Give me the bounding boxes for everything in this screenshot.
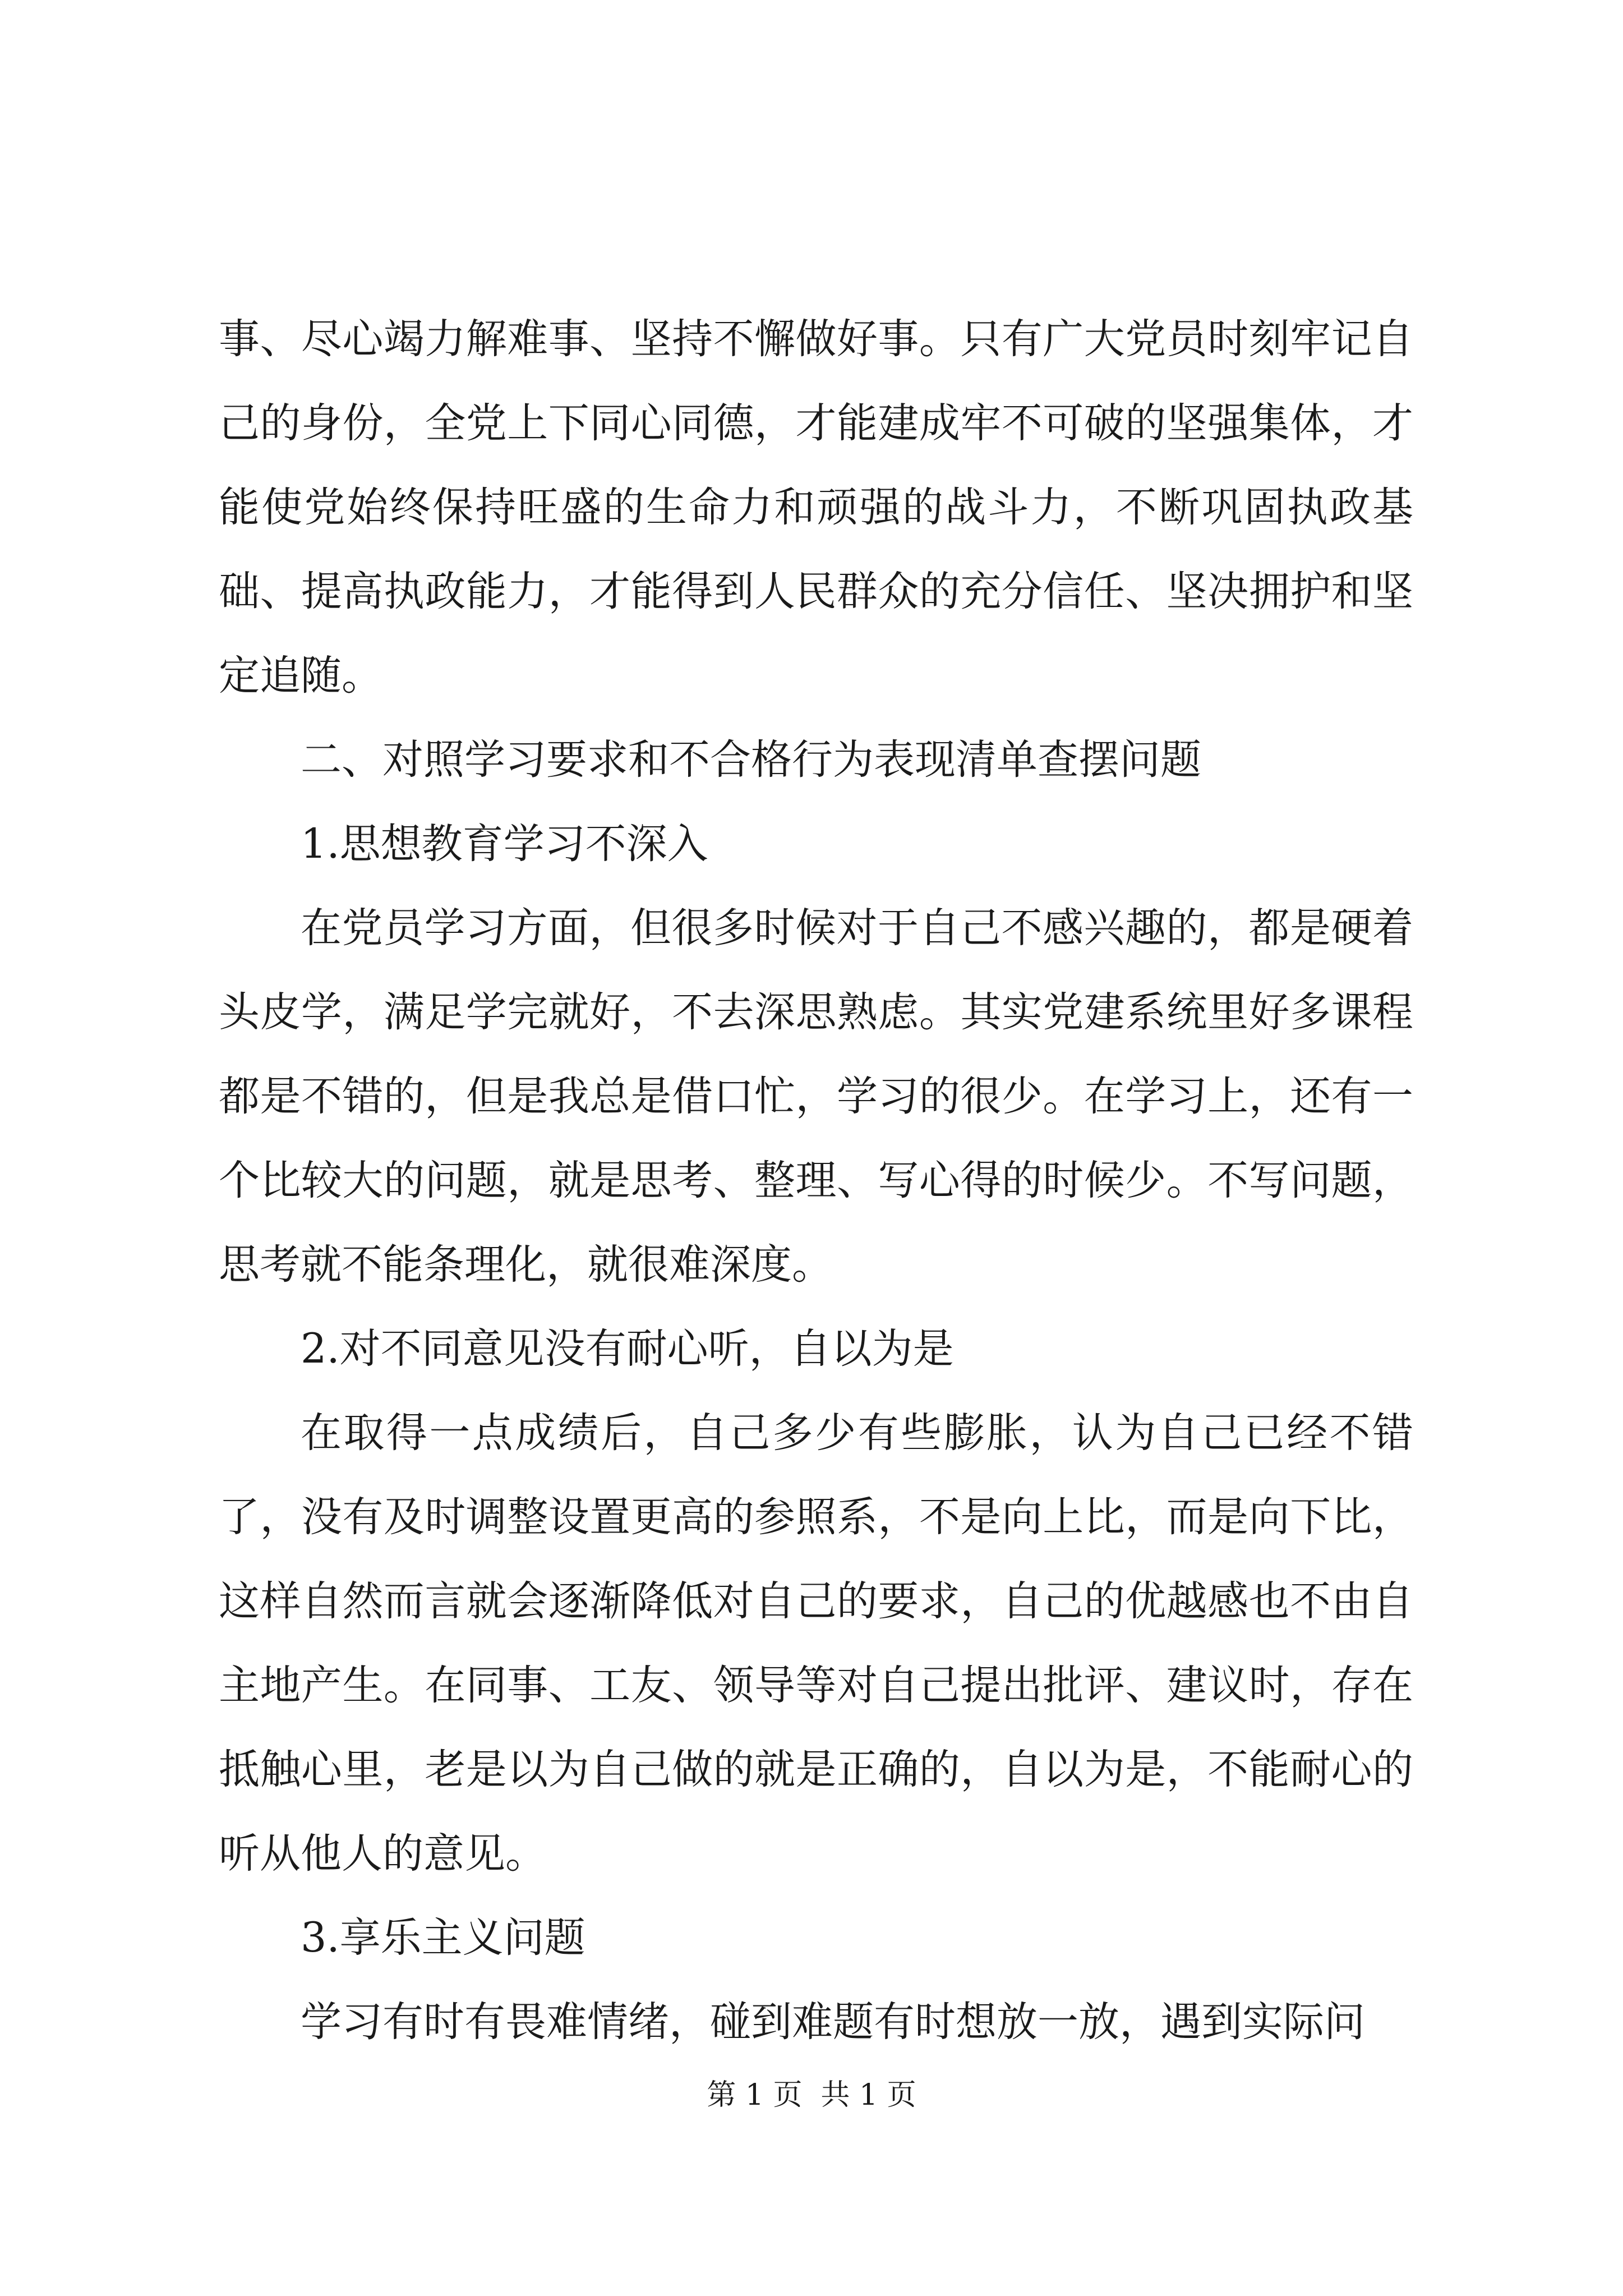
document-body	[219, 297, 1413, 2064]
section-heading: 二、对照学习要求和不合格行为表现清单查摆问题	[301, 736, 1201, 784]
page-footer: 第 1 页 共 1 页	[707, 2078, 916, 2112]
item-body-2: 在取得一点成绩后，自己多少有些膨胀，认为自己已经不错了，没有及时调整设置更高的参照系，不是向上比，而是向下比，这样自然而言就会逐渐降低对自己的要求，自己的优越感也不由自主地产生。在同事、工友、领导等对自己提出批评、建议时，存在抵触心里，老是以为自己做的就是正确的，自以为是，不能耐心的听从他人的意见。	[219, 1409, 1413, 1878]
item-body-1: 在党员学习方面，但很多时候对于自己不感兴趣的，都是硬着头皮学，满足学完就好，不去深思熟虑。其实党建系统里好多课程都是不错的，但是我总是借口忙，学习的很少。在学习上，还有一个比较大的问题，就是思考、整理、写心得的时候少。不写问题，思考就不能条理化，就很难深度。	[219, 904, 1413, 1289]
paragraph-continuation: 事、尽心竭力解难事、坚持不懈做好事。只有广大党员时刻牢记自己的身份，全党上下同心同德，才能建成牢不可破的坚强集体，才能使党始终保持旺盛的生命力和顽强的战斗力，不断巩固执政基础、提高执政能力，才能得到人民群众的充分信任、坚决拥护和坚定追随。	[219, 315, 1413, 700]
item-body-3: 学习有时有畏难情绪，碰到难题有时想放一放，遇到实际问	[301, 1998, 1365, 2046]
item-heading-1: 1.思想教育学习不深入	[301, 820, 708, 868]
item-heading-2: 2.对不同意见没有耐心听，自以为是	[301, 1325, 954, 1373]
item-heading-3: 3.享乐主义问题	[301, 1914, 585, 1962]
